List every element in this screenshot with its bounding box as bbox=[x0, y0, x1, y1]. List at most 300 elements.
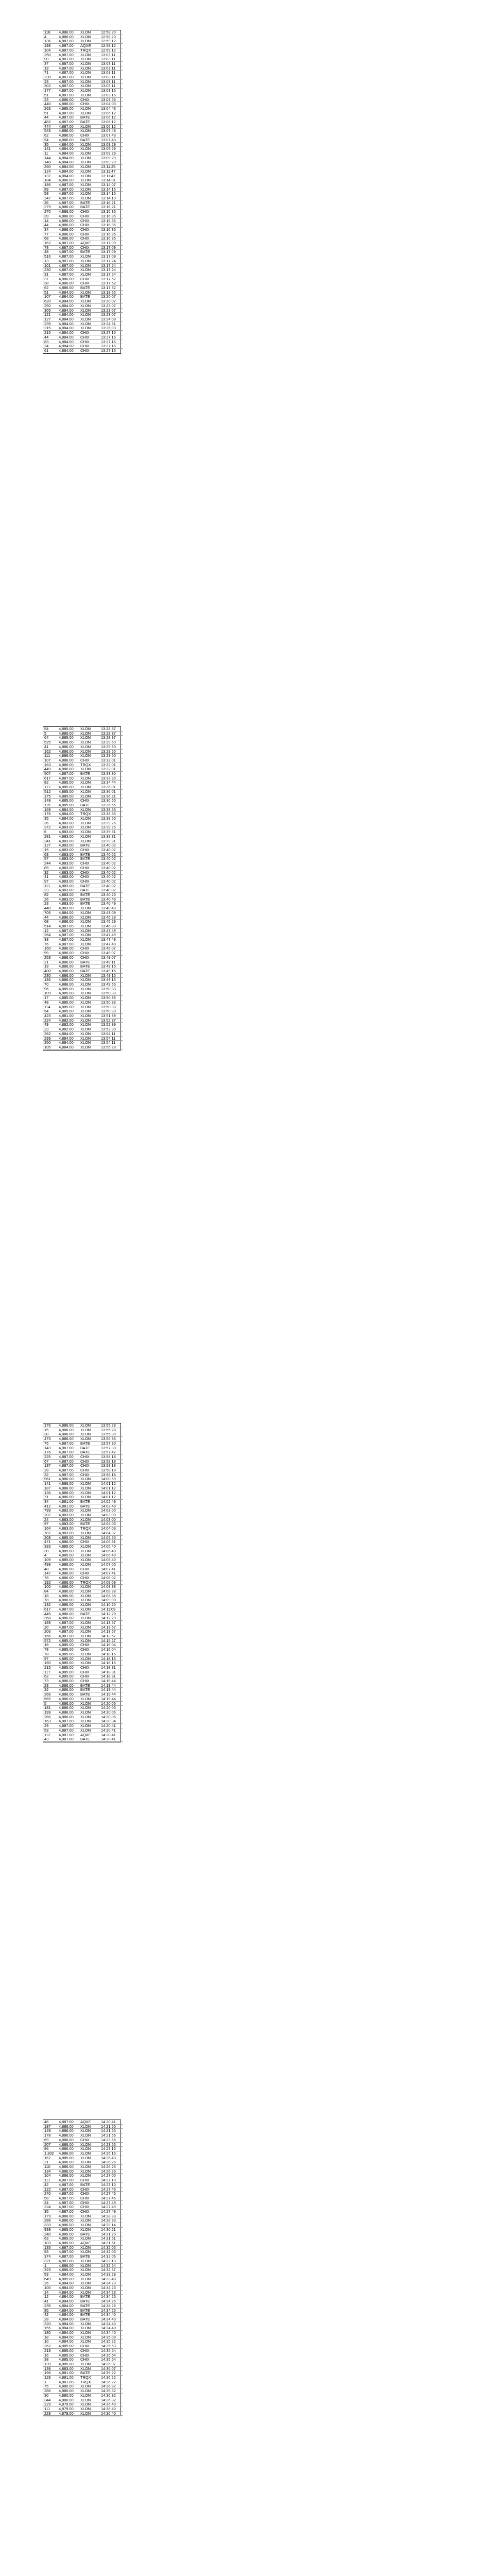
venue-cell: XLON bbox=[79, 290, 100, 295]
venue-cell: XLON bbox=[79, 93, 100, 97]
venue-cell: XLON bbox=[79, 129, 100, 133]
volume-cell: 35 bbox=[43, 142, 58, 147]
time-cell: 13:50:33 bbox=[100, 1000, 123, 1005]
trade-table bbox=[43, 727, 123, 1050]
venue-cell: BATE bbox=[79, 884, 100, 888]
table-row bbox=[43, 1683, 123, 1688]
price-cell: 4,883.00 bbox=[58, 848, 79, 852]
table-row bbox=[43, 1706, 123, 1710]
table-row bbox=[43, 1432, 123, 1437]
venue-cell: CHIX bbox=[79, 340, 100, 344]
time-cell: 14:19:44 bbox=[100, 1697, 123, 1701]
table-row bbox=[43, 1643, 123, 1648]
price-cell: 4,885.00 bbox=[58, 1000, 79, 1005]
price-cell: 4,882.00 bbox=[58, 1509, 79, 1513]
venue-cell: CHIX bbox=[79, 2344, 100, 2349]
venue-cell: XLON bbox=[79, 272, 100, 277]
table-row bbox=[43, 2147, 123, 2151]
venue-cell: XLON bbox=[79, 817, 100, 821]
volume-cell: 23 bbox=[43, 97, 58, 102]
volume-cell: 63 bbox=[43, 2236, 58, 2241]
table-row bbox=[43, 1558, 123, 1563]
table-row bbox=[43, 1504, 123, 1509]
time-cell: 13:39:26 bbox=[100, 825, 123, 830]
time-cell: 13:14:19 bbox=[100, 196, 123, 201]
table-row bbox=[43, 2250, 123, 2255]
venue-cell: XLON bbox=[79, 1509, 100, 1513]
time-cell: 14:02:49 bbox=[100, 1504, 123, 1509]
table-row bbox=[43, 1670, 123, 1674]
volume-cell: 100 bbox=[43, 1585, 58, 1589]
trade-table-block-4 bbox=[43, 2120, 121, 2416]
venue-cell: XLON bbox=[79, 1661, 100, 1666]
time-cell: 14:34:23 bbox=[100, 2286, 123, 2291]
volume-cell: 250 bbox=[43, 53, 58, 57]
volume-cell: 148 bbox=[43, 160, 58, 165]
venue-cell: XLON bbox=[79, 789, 100, 794]
volume-cell: 26 bbox=[43, 2281, 58, 2286]
table-row bbox=[43, 1527, 123, 1531]
table-row bbox=[43, 2371, 123, 2376]
time-cell: 14:07:41 bbox=[100, 1567, 123, 1571]
price-cell: 4,887.00 bbox=[58, 79, 79, 84]
volume-cell: 14 bbox=[43, 2290, 58, 2295]
time-cell: 13:20:07 bbox=[100, 295, 123, 299]
time-cell: 14:06:40 bbox=[100, 1549, 123, 1553]
venue-cell: CHIX bbox=[79, 1648, 100, 1652]
price-cell: 4,884.00 bbox=[58, 2286, 79, 2291]
price-cell: 4,886.00 bbox=[58, 2147, 79, 2151]
venue-cell: BATE bbox=[79, 857, 100, 861]
price-cell: 4,885.00 bbox=[58, 727, 79, 731]
price-cell: 4,887.00 bbox=[58, 93, 79, 97]
price-cell: 4,886.00 bbox=[58, 978, 79, 982]
time-cell: 13:23:07 bbox=[100, 308, 123, 313]
time-cell: 14:36:22 bbox=[100, 2376, 123, 2380]
venue-cell: BATE bbox=[79, 2371, 100, 2376]
price-cell: 4,886.00 bbox=[58, 178, 79, 183]
venue-cell: BATE bbox=[79, 888, 100, 893]
venue-cell: XLON bbox=[79, 915, 100, 920]
time-cell: 13:03:11 bbox=[100, 61, 123, 66]
price-cell: 4,887.00 bbox=[58, 39, 79, 44]
volume-cell: 617 bbox=[43, 776, 58, 781]
venue-cell: CHIX bbox=[79, 102, 100, 107]
venue-cell: XLON bbox=[79, 79, 100, 84]
venue-cell: BATE bbox=[79, 2303, 100, 2308]
table-row bbox=[43, 2366, 123, 2371]
time-cell: 13:29:50 bbox=[100, 749, 123, 754]
volume-cell: 199 bbox=[43, 1710, 58, 1715]
venue-cell: XLON bbox=[79, 830, 100, 835]
price-cell: 4,887.00 bbox=[58, 1634, 79, 1639]
volume-cell: 18 bbox=[43, 1643, 58, 1648]
price-cell: 4,880.00 bbox=[58, 2398, 79, 2402]
volume-cell: 266 bbox=[43, 1692, 58, 1697]
volume-cell: 36 bbox=[43, 200, 58, 205]
table-row bbox=[43, 61, 123, 66]
volume-cell: 189 bbox=[43, 1620, 58, 1625]
venue-cell: XLON bbox=[79, 2124, 100, 2129]
time-cell: 13:40:49 bbox=[100, 906, 123, 911]
venue-cell: XLON bbox=[79, 1428, 100, 1432]
volume-cell: 33 bbox=[43, 938, 58, 942]
volume-cell: 136 bbox=[43, 1490, 58, 1495]
time-cell: 14:27:10 bbox=[100, 2178, 123, 2183]
venue-cell: CHIX bbox=[79, 2187, 100, 2192]
venue-cell: XLON bbox=[79, 2129, 100, 2133]
price-cell: 4,887.00 bbox=[58, 250, 79, 255]
venue-cell: XLON bbox=[79, 71, 100, 75]
venue-cell: CHIX bbox=[79, 870, 100, 875]
price-cell: 4,884.00 bbox=[58, 817, 79, 821]
table-row bbox=[43, 66, 123, 71]
volume-cell: 299 bbox=[43, 1036, 58, 1041]
volume-cell: 12 bbox=[43, 2295, 58, 2299]
table-row bbox=[43, 102, 123, 107]
price-cell: 4,883.00 bbox=[58, 857, 79, 861]
table-row bbox=[43, 2241, 123, 2245]
price-cell: 4,884.00 bbox=[58, 290, 79, 295]
time-cell: 13:24:08 bbox=[100, 317, 123, 322]
venue-cell: BATE bbox=[79, 969, 100, 973]
venue-cell: CHIX bbox=[79, 344, 100, 349]
venue-cell: XLON bbox=[79, 1517, 100, 1522]
table-row bbox=[43, 749, 123, 754]
venue-cell: XLON bbox=[79, 313, 100, 317]
volume-cell: 706 bbox=[43, 910, 58, 915]
time-cell: 13:11:47 bbox=[100, 174, 123, 178]
price-cell: 4,883.00 bbox=[58, 875, 79, 879]
venue-cell: XLON bbox=[79, 1005, 100, 1009]
price-cell: 4,886.00 bbox=[58, 236, 79, 241]
volume-cell: 37 bbox=[43, 61, 58, 66]
venue-cell: XLON bbox=[79, 165, 100, 170]
volume-cell: 111 bbox=[43, 2407, 58, 2412]
time-cell: 13:32:01 bbox=[100, 762, 123, 767]
table-row bbox=[43, 857, 123, 861]
table-row bbox=[43, 2263, 123, 2268]
time-cell: 14:34:23 bbox=[100, 2290, 123, 2295]
time-cell: 14:08:38 bbox=[100, 1585, 123, 1589]
table-row bbox=[43, 1575, 123, 1580]
price-cell: 4,883.00 bbox=[58, 1531, 79, 1535]
volume-cell: 49 bbox=[43, 1023, 58, 1027]
price-cell: 4,886.00 bbox=[58, 223, 79, 228]
time-cell: 14:34:26 bbox=[100, 2303, 123, 2308]
table-row bbox=[43, 821, 123, 825]
venue-cell: XLON bbox=[79, 942, 100, 946]
venue-cell: XLON bbox=[79, 2142, 100, 2147]
volume-cell: 565 bbox=[43, 1697, 58, 1701]
volume-cell: 19 bbox=[43, 964, 58, 969]
table-row bbox=[43, 147, 123, 151]
table-row bbox=[43, 928, 123, 933]
time-cell: 14:32:06 bbox=[100, 2255, 123, 2259]
table-row bbox=[43, 1499, 123, 1504]
venue-cell: AQXE bbox=[79, 2241, 100, 2245]
venue-cell: XLON bbox=[79, 151, 100, 156]
time-cell: 13:39:31 bbox=[100, 830, 123, 835]
table-row bbox=[43, 1697, 123, 1701]
volume-cell: 141 bbox=[43, 147, 58, 151]
volume-cell: 224 bbox=[43, 2205, 58, 2210]
table-row bbox=[43, 196, 123, 201]
table-row bbox=[43, 2272, 123, 2277]
time-cell: 14:27:46 bbox=[100, 2187, 123, 2192]
price-cell: 4,885.00 bbox=[58, 2358, 79, 2362]
time-cell: 13:09:29 bbox=[100, 156, 123, 160]
venue-cell: BATE bbox=[79, 2255, 100, 2259]
volume-cell: 110 bbox=[43, 2165, 58, 2170]
venue-cell: XLON bbox=[79, 1495, 100, 1500]
venue-cell: CHIX bbox=[79, 2196, 100, 2200]
price-cell: 4,885.00 bbox=[58, 1558, 79, 1563]
table-row bbox=[43, 2398, 123, 2402]
price-cell: 4,883.00 bbox=[58, 1522, 79, 1527]
venue-cell: CHIX bbox=[79, 879, 100, 884]
volume-cell: 62 bbox=[43, 1674, 58, 1679]
volume-cell: 78 bbox=[43, 245, 58, 250]
volume-cell: 34 bbox=[43, 227, 58, 232]
table-row bbox=[43, 1652, 123, 1656]
volume-cell: 42 bbox=[43, 2313, 58, 2317]
table-row bbox=[43, 960, 123, 964]
volume-cell: 572 bbox=[43, 1638, 58, 1643]
venue-cell: XLON bbox=[79, 75, 100, 80]
price-cell: 4,883.00 bbox=[58, 902, 79, 906]
price-cell: 4,886.00 bbox=[58, 1571, 79, 1576]
table-row bbox=[43, 250, 123, 255]
time-cell: 13:24:51 bbox=[100, 321, 123, 326]
price-cell: 4,884.00 bbox=[58, 2290, 79, 2295]
venue-cell: CHIX bbox=[79, 2358, 100, 2362]
table-row bbox=[43, 1477, 123, 1482]
venue-cell: XLON bbox=[79, 1603, 100, 1607]
venue-cell: XLON bbox=[79, 973, 100, 978]
volume-cell: 127 bbox=[43, 843, 58, 848]
table-row bbox=[43, 978, 123, 982]
venue-cell: XLON bbox=[79, 996, 100, 1001]
time-cell: 13:57:47 bbox=[100, 1450, 123, 1455]
table-row bbox=[43, 910, 123, 915]
table-row bbox=[43, 331, 123, 335]
volume-cell: 129 bbox=[43, 2376, 58, 2380]
price-cell: 4,887.00 bbox=[58, 2200, 79, 2205]
volume-cell: 100 bbox=[43, 2286, 58, 2291]
table-row bbox=[43, 2196, 123, 2200]
table-row bbox=[43, 2308, 123, 2313]
volume-cell: 444 bbox=[43, 124, 58, 129]
volume-cell: 207 bbox=[43, 2142, 58, 2147]
volume-cell: 71 bbox=[43, 71, 58, 75]
time-cell: 14:35:54 bbox=[100, 2348, 123, 2353]
volume-cell: 86 bbox=[43, 2147, 58, 2151]
volume-cell: 344 bbox=[43, 2398, 58, 2402]
table-row bbox=[43, 870, 123, 875]
table-row bbox=[43, 736, 123, 740]
volume-cell: 169 bbox=[43, 807, 58, 812]
time-cell: 13:17:09 bbox=[100, 255, 123, 259]
price-cell: 4,881.00 bbox=[58, 1499, 79, 1504]
table-row bbox=[43, 71, 123, 75]
table-row bbox=[43, 2358, 123, 2362]
price-cell: 4,887.00 bbox=[58, 938, 79, 942]
volume-cell: 59 bbox=[43, 2272, 58, 2277]
venue-cell: BATE bbox=[79, 803, 100, 807]
table-row bbox=[43, 789, 123, 794]
price-cell: 4,883.00 bbox=[58, 1513, 79, 1518]
price-cell: 4,884.00 bbox=[58, 321, 79, 326]
table-row bbox=[43, 834, 123, 839]
table-row bbox=[43, 2402, 123, 2407]
price-cell: 4,882.00 bbox=[58, 1027, 79, 1032]
time-cell: 13:55:28 bbox=[100, 1423, 123, 1428]
time-cell: 13:34:44 bbox=[100, 781, 123, 785]
volume-cell: 48 bbox=[43, 250, 58, 255]
price-cell: 4,886.00 bbox=[58, 964, 79, 969]
time-cell: 13:49:11 bbox=[100, 960, 123, 964]
table-row bbox=[43, 1540, 123, 1545]
time-cell: 14:27:00 bbox=[100, 2174, 123, 2178]
volume-cell: 264 bbox=[43, 933, 58, 938]
time-cell: 13:07:43 bbox=[100, 133, 123, 138]
time-cell: 13:50:33 bbox=[100, 987, 123, 991]
price-cell: 4,883.00 bbox=[58, 866, 79, 870]
table-row bbox=[43, 268, 123, 273]
venue-cell: XLON bbox=[79, 1544, 100, 1549]
time-cell: 14:36:32 bbox=[100, 2384, 123, 2389]
time-cell: 14:13:57 bbox=[100, 1634, 123, 1639]
price-cell: 4,885.00 bbox=[58, 2156, 79, 2160]
time-cell: 14:02:49 bbox=[100, 1499, 123, 1504]
volume-cell: 163 bbox=[43, 762, 58, 767]
time-cell: 14:21:56 bbox=[100, 2133, 123, 2138]
price-cell: 4,885.00 bbox=[58, 1535, 79, 1540]
price-cell: 4,885.00 bbox=[58, 1661, 79, 1666]
table-row bbox=[43, 205, 123, 210]
time-cell: 14:20:34 bbox=[100, 1719, 123, 1724]
venue-cell: BATE bbox=[79, 1499, 100, 1504]
time-cell: 14:35:53 bbox=[100, 2344, 123, 2349]
time-cell: 13:47:49 bbox=[100, 942, 123, 946]
table-row bbox=[43, 758, 123, 762]
venue-cell: XLON bbox=[79, 1630, 100, 1634]
table-row bbox=[43, 875, 123, 879]
volume-cell: 187 bbox=[43, 2124, 58, 2129]
table-row bbox=[43, 223, 123, 228]
table-row bbox=[43, 1580, 123, 1585]
table-row bbox=[43, 259, 123, 263]
price-cell: 4,887.00 bbox=[58, 2250, 79, 2255]
table-row bbox=[43, 2384, 123, 2389]
price-cell: 4,887.00 bbox=[58, 120, 79, 125]
venue-cell: XLON bbox=[79, 1027, 100, 1032]
time-cell: 14:01:12 bbox=[100, 1490, 123, 1495]
price-cell: 4,887.00 bbox=[58, 1630, 79, 1634]
table-row bbox=[43, 178, 123, 183]
volume-cell: 31 bbox=[43, 272, 58, 277]
time-cell: 14:13:57 bbox=[100, 1620, 123, 1625]
volume-cell: 69 bbox=[43, 2138, 58, 2142]
table-row bbox=[43, 987, 123, 991]
volume-cell: 167 bbox=[43, 2156, 58, 2160]
volume-cell: 44 bbox=[43, 915, 58, 920]
table-row bbox=[43, 920, 123, 924]
table-row bbox=[43, 1724, 123, 1728]
venue-cell: XLON bbox=[79, 749, 100, 754]
table-row bbox=[43, 1522, 123, 1527]
price-cell: 4,887.00 bbox=[58, 263, 79, 268]
table-row bbox=[43, 2142, 123, 2147]
venue-cell: CHIX bbox=[79, 223, 100, 228]
table-row bbox=[43, 160, 123, 165]
price-cell: 4,885.00 bbox=[58, 1643, 79, 1648]
price-cell: 4,886.00 bbox=[58, 758, 79, 762]
table-row bbox=[43, 1535, 123, 1540]
time-cell: 14:06:31 bbox=[100, 1540, 123, 1545]
volume-cell: 51 bbox=[43, 290, 58, 295]
venue-cell: XLON bbox=[79, 1423, 100, 1428]
venue-cell: XLON bbox=[79, 196, 100, 201]
table-row bbox=[43, 2290, 123, 2295]
volume-cell: 412 bbox=[43, 1504, 58, 1509]
time-cell: 14:20:41 bbox=[100, 1737, 123, 1742]
table-row bbox=[43, 2286, 123, 2291]
table-row bbox=[43, 946, 123, 951]
table-row bbox=[43, 295, 123, 299]
price-cell: 4,880.00 bbox=[58, 2384, 79, 2389]
price-cell: 4,887.00 bbox=[58, 1446, 79, 1450]
time-cell: 14:27:49 bbox=[100, 2200, 123, 2205]
venue-cell: XLON bbox=[79, 1041, 100, 1045]
table-row bbox=[43, 39, 123, 44]
volume-cell: 525 bbox=[43, 740, 58, 745]
price-cell: 4,885.00 bbox=[58, 1544, 79, 1549]
volume-cell: 109 bbox=[43, 1558, 58, 1563]
time-cell: 13:36:01 bbox=[100, 789, 123, 794]
price-cell: 4,885.00 bbox=[58, 1652, 79, 1656]
price-cell: 4,885.00 bbox=[58, 2232, 79, 2236]
table-row bbox=[43, 299, 123, 304]
time-cell: 13:49:56 bbox=[100, 982, 123, 987]
time-cell: 14:33:29 bbox=[100, 2272, 123, 2277]
volume-cell: 54 bbox=[43, 138, 58, 142]
volume-cell: 176 bbox=[43, 1450, 58, 1455]
volume-cell: 38 bbox=[43, 281, 58, 286]
venue-cell: CHIX bbox=[79, 2205, 100, 2210]
volume-cell: 620 bbox=[43, 299, 58, 304]
venue-cell: BATE bbox=[79, 1737, 100, 1742]
table-row bbox=[43, 1000, 123, 1005]
price-cell: 4,887.00 bbox=[58, 1719, 79, 1724]
table-row bbox=[43, 1737, 123, 1742]
volume-cell: 160 bbox=[43, 946, 58, 951]
price-cell: 4,886.00 bbox=[58, 2268, 79, 2273]
table-row bbox=[43, 1544, 123, 1549]
table-row bbox=[43, 2313, 123, 2317]
volume-cell: 6 bbox=[43, 830, 58, 835]
venue-cell: CHIX bbox=[79, 1472, 100, 1477]
time-cell: 14:20:41 bbox=[100, 1724, 123, 1728]
venue-cell: BATE bbox=[79, 2295, 100, 2299]
price-cell: 4,883.00 bbox=[58, 861, 79, 866]
volume-cell: 62 bbox=[43, 133, 58, 138]
price-cell: 4,887.00 bbox=[58, 772, 79, 776]
venue-cell: XLON bbox=[79, 1594, 100, 1598]
table-row bbox=[43, 879, 123, 884]
price-cell: 4,887.00 bbox=[58, 57, 79, 62]
